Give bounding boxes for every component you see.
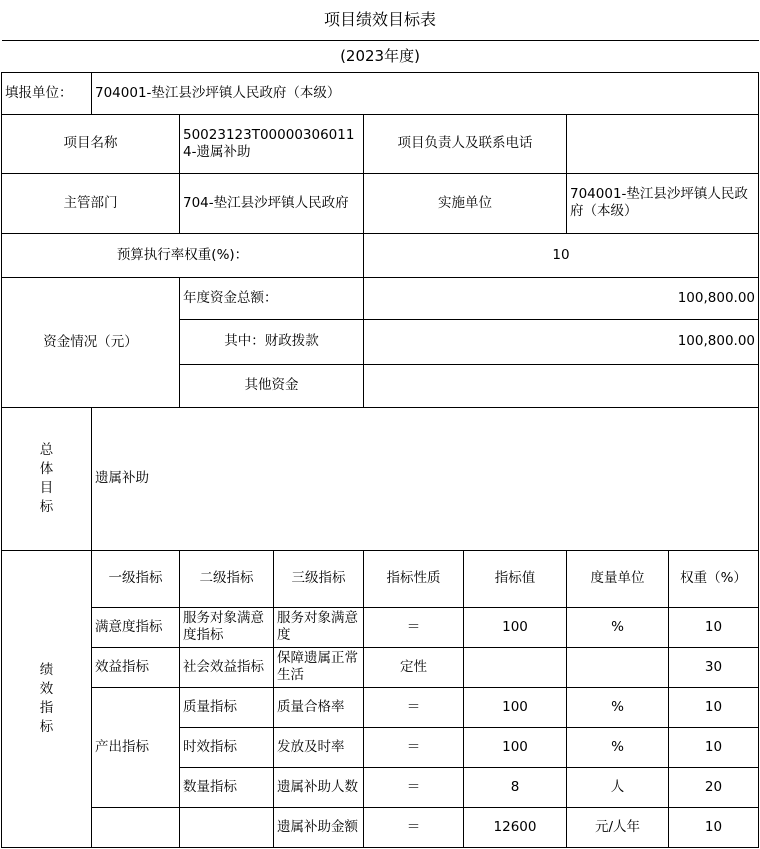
- column-header: 度量单位: [567, 550, 669, 607]
- table-title: 项目绩效目标表: [2, 0, 759, 40]
- dept-value: 704-垫江县沙坪镇人民政府: [180, 173, 364, 233]
- indicator-level3: 发放及时率: [274, 727, 364, 767]
- table-row: [2, 687, 759, 727]
- funds-total-value: 100,800.00: [364, 277, 759, 319]
- project-name-value: 50023123T000003060114-遗属补助: [180, 114, 364, 173]
- column-header: 权重（%）: [669, 550, 759, 607]
- indicator-level1: 效益指标: [92, 647, 180, 687]
- unit-label: 填报单位：: [2, 72, 92, 114]
- funds-fiscal-value: 100,800.00: [364, 319, 759, 364]
- contact-label: 项目负责人及联系电话: [364, 114, 567, 173]
- indicator-unit: [567, 647, 669, 687]
- perf-label-char: 效: [39, 680, 54, 697]
- unit-value: 704001-垫江县沙坪镇人民政府（本级）: [92, 72, 759, 114]
- table-row: [2, 607, 759, 647]
- funds-other-value: [364, 364, 759, 407]
- goal-label-char: 标: [39, 498, 54, 515]
- indicator-weight: 10: [669, 807, 759, 847]
- funds-total-label: 年度资金总额：: [180, 277, 364, 319]
- funds-other-label: 其他资金: [180, 364, 364, 407]
- indicator-value: [464, 647, 567, 687]
- indicator-weight: 10: [669, 687, 759, 727]
- indicator-unit: 元/人年: [567, 807, 669, 847]
- indicator-unit: 人: [567, 767, 669, 807]
- indicator-weight: 20: [669, 767, 759, 807]
- indicator-unit: %: [567, 687, 669, 727]
- funds-label: 资金情况（元）: [2, 277, 180, 407]
- indicator-nature: ＝: [364, 607, 464, 647]
- budget-weight-label: 预算执行率权重(%)：: [2, 233, 364, 277]
- impl-value: 704001-垫江县沙坪镇人民政府（本级）: [567, 173, 759, 233]
- performance-target-table: [1, 0, 759, 848]
- indicator-level3: 保障遗属正常生活: [274, 647, 364, 687]
- indicator-nature: ＝: [364, 687, 464, 727]
- goal-value: 遗属补助: [92, 407, 759, 550]
- column-header: 指标值: [464, 550, 567, 607]
- goal-label-char: 目: [39, 479, 54, 496]
- indicator-weight: 30: [669, 647, 759, 687]
- indicator-value: 100: [464, 607, 567, 647]
- contact-value: [567, 114, 759, 173]
- indicator-level2: 数量指标: [180, 767, 274, 807]
- indicator-level3: 服务对象满意度: [274, 607, 364, 647]
- funds-fiscal-label: 其中：财政拨款: [180, 319, 364, 364]
- indicator-weight: 10: [669, 607, 759, 647]
- indicator-level1: [92, 807, 180, 847]
- indicator-unit: %: [567, 607, 669, 647]
- indicator-unit: %: [567, 727, 669, 767]
- goal-label: [2, 407, 92, 550]
- indicator-value: 100: [464, 687, 567, 727]
- goal-label-char: 体: [39, 460, 54, 477]
- indicator-weight: 10: [669, 727, 759, 767]
- indicator-nature: ＝: [364, 727, 464, 767]
- indicator-level3: 质量合格率: [274, 687, 364, 727]
- goal-label-char: 总: [39, 441, 54, 458]
- project-name-label: 项目名称: [2, 114, 180, 173]
- indicator-nature: ＝: [364, 767, 464, 807]
- indicator-nature: 定性: [364, 647, 464, 687]
- indicator-level2: 服务对象满意度指标: [180, 607, 274, 647]
- indicator-level2: 社会效益指标: [180, 647, 274, 687]
- perf-label-char: 指: [39, 699, 54, 716]
- perf-label-char: 标: [39, 718, 54, 735]
- perf-header-row: [2, 550, 759, 607]
- indicator-nature: ＝: [364, 807, 464, 847]
- column-header: 二级指标: [180, 550, 274, 607]
- impl-label: 实施单位: [364, 173, 567, 233]
- column-header: 指标性质: [364, 550, 464, 607]
- perf-label: [2, 550, 92, 847]
- column-header: 三级指标: [274, 550, 364, 607]
- dept-label: 主管部门: [2, 173, 180, 233]
- column-header: 一级指标: [92, 550, 180, 607]
- indicator-level1: 满意度指标: [92, 607, 180, 647]
- indicator-level2: [180, 807, 274, 847]
- indicator-value: 8: [464, 767, 567, 807]
- perf-label-char: 绩: [39, 661, 54, 678]
- indicator-value: 12600: [464, 807, 567, 847]
- table-row: [2, 807, 759, 847]
- indicator-value: 100: [464, 727, 567, 767]
- indicator-level3: 遗属补助金额: [274, 807, 364, 847]
- indicator-level2: 质量指标: [180, 687, 274, 727]
- indicator-level1: 产出指标: [92, 687, 180, 807]
- indicator-level3: 遗属补助人数: [274, 767, 364, 807]
- budget-weight-value: 10: [364, 233, 759, 277]
- table-row: [2, 647, 759, 687]
- fiscal-year: (2023年度): [2, 40, 759, 72]
- indicator-level2: 时效指标: [180, 727, 274, 767]
